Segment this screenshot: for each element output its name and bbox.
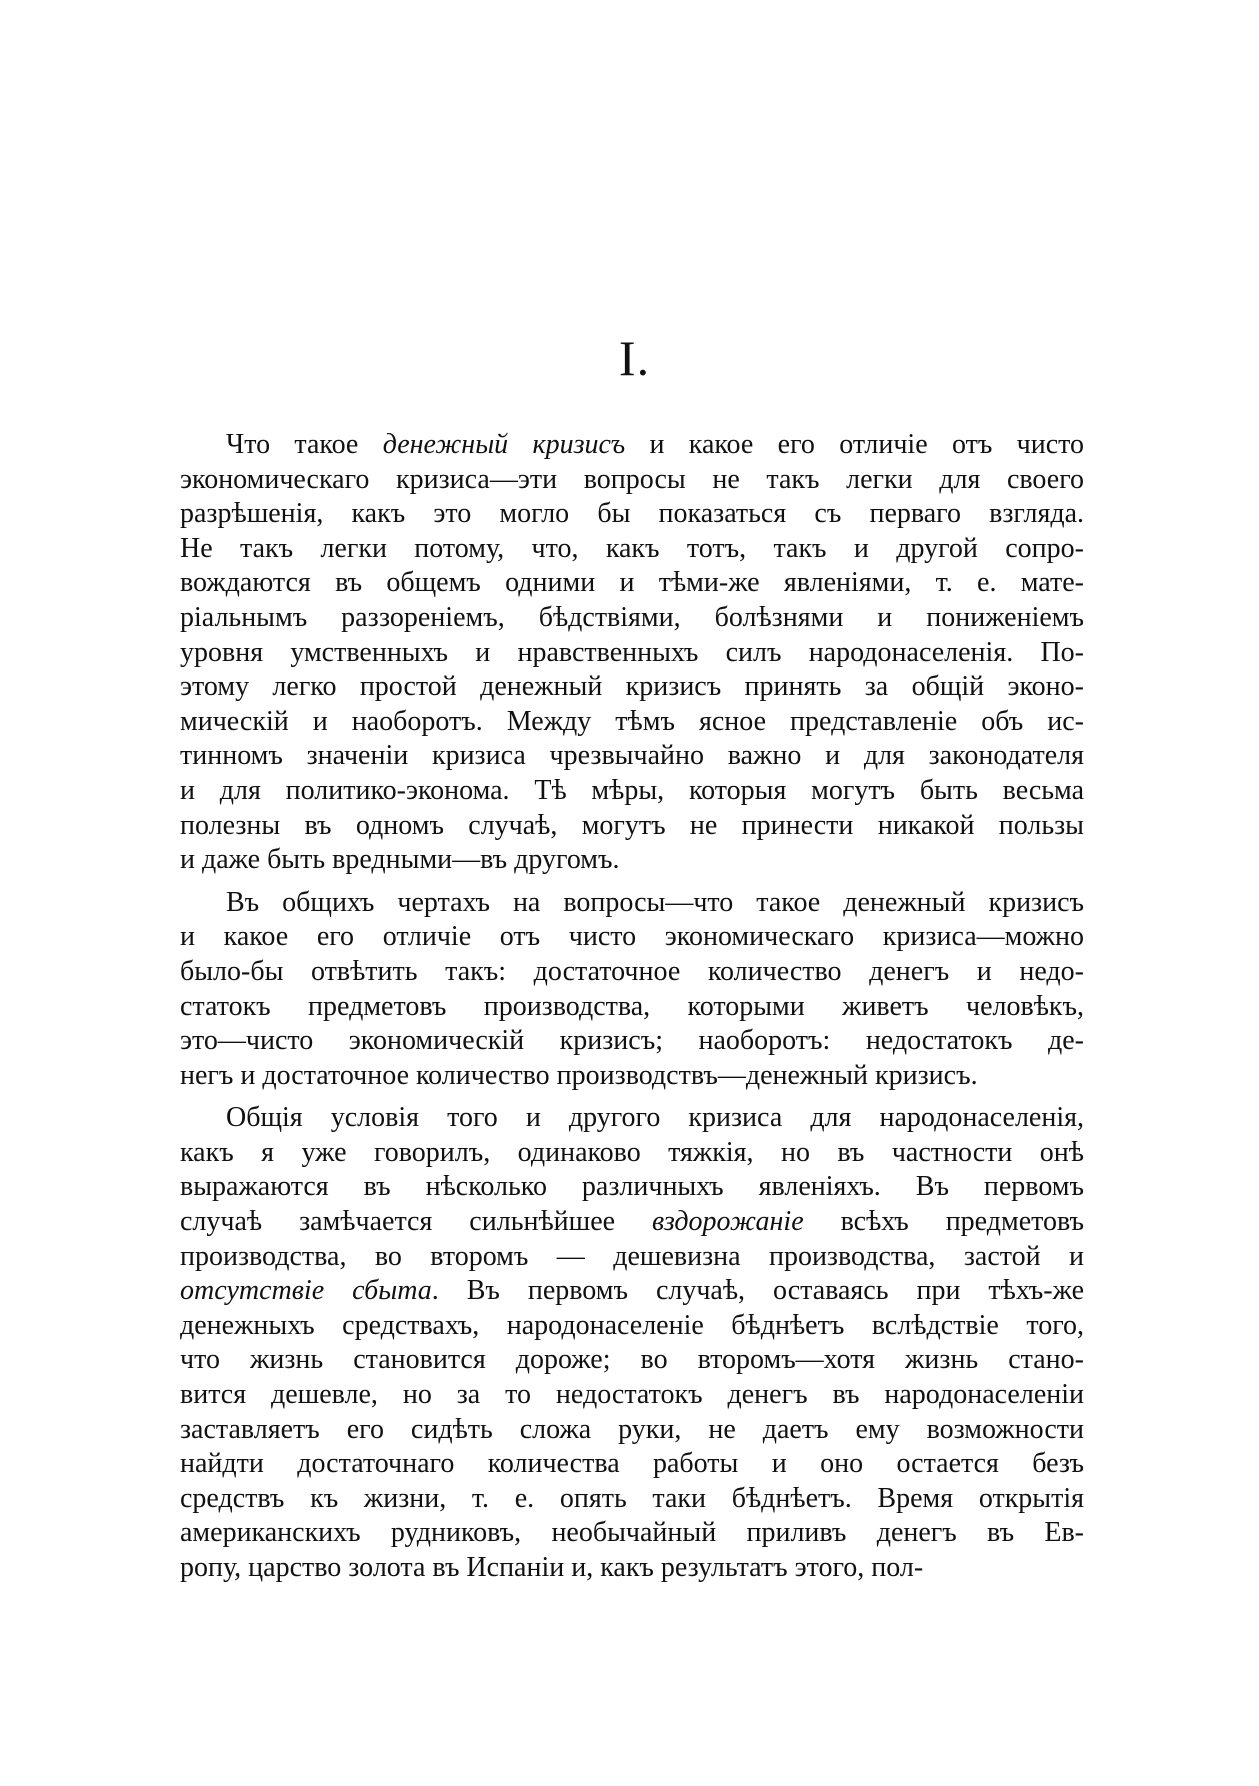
text-line [180,1101,1084,1136]
text-line [180,1059,1084,1094]
text-segment: найдти достаточнаго количества работы и оно остается безъ [180,1448,1084,1480]
text-segment: и даже быть вредными—въ другомъ. [180,844,620,876]
text-line [180,990,1084,1025]
text-segment: статокъ предметовъ производства, которыми живетъ человѣкъ, [180,990,1084,1022]
text-segment: вождаются въ общемъ одними и тѣми-же явленіями, т. е. мате- [180,567,1084,599]
text-segment: вится дешевле, но за то недостатокъ денегъ въ народонаселеніи [180,1379,1084,1411]
text-segment: и для политико-эконома. Тѣ мѣры, которыя могутъ быть весьма [180,774,1084,806]
text-line [180,1205,1084,1240]
text-line [180,1136,1084,1171]
text-segment: это—чисто экономическій кризисъ; наоборотъ: недостатокъ де- [180,1025,1084,1057]
text-segment: американскихъ рудниковъ, необычайный приливъ денегъ въ Ев- [180,1517,1084,1549]
text-segment: негъ и достаточное количество производствъ—денежный кризисъ. [180,1059,978,1091]
text-line [180,428,1084,463]
text-segment: разрѣшенія, какъ это могло бы показаться съ перваго взгляда. [180,498,1084,530]
text-line [180,670,1084,705]
text-line [180,636,1084,671]
text-line [180,1551,1084,1586]
chapter-heading: I. [618,330,651,386]
text-segment: экономическаго кризиса—эти вопросы не такъ легки для своего [180,463,1084,495]
text-segment: Общія условія того и другого кризиса для народонаселенія, [226,1102,1084,1134]
body-text [180,428,1084,1594]
text-line [180,463,1084,498]
paragraph [180,886,1084,1094]
text-line [180,1413,1084,1448]
text-segment: ропу, царство золота въ Испаніи и, какъ результатъ этого, пол- [180,1552,924,1583]
text-segment: Не такъ легки потому, что, какъ тотъ, такъ и другой сопро- [180,532,1084,564]
text-segment: выражаются въ нѣсколько различныхъ явленіяхъ. Въ первомъ [180,1171,1084,1203]
text-line [180,566,1084,601]
emphasized-text: вздорожаніе [652,1206,804,1238]
text-line [180,920,1084,955]
paragraph [180,428,1084,878]
text-segment: ріальнымъ раззореніемъ, бѣдствіями, болѣзнями и пониженіемъ [180,601,1084,633]
text-segment: средствъ къ жизни, т. е. опять таки бѣднѣетъ. Время открытія [180,1482,1084,1514]
text-segment: заставляетъ его сидѣть сложа руки, не даетъ ему возможности [180,1413,1084,1445]
text-line [180,1447,1084,1482]
text-line [180,774,1084,809]
text-segment: случаѣ замѣчается сильнѣйшее [180,1206,653,1238]
paragraph [180,1101,1084,1585]
text-segment: Что такое [226,429,383,460]
text-line [180,1516,1084,1551]
text-line [180,1240,1084,1275]
text-segment: полезны въ одномъ случаѣ, могутъ не принести никакой пользы [180,809,1084,841]
emphasized-text: отсутствіе сбыта [180,1275,432,1307]
text-segment: мическій и наоборотъ. Между тѣмъ ясное представленіе объ ис- [180,705,1084,737]
text-line [180,1274,1084,1309]
text-line [180,739,1084,774]
text-line [180,1378,1084,1413]
text-segment: и какое его отличіе отъ чисто экономическаго кризиса—можно [180,921,1084,953]
text-segment: что жизнь становится дороже; во второмъ—хотя жизнь стано- [180,1344,1084,1376]
text-line [180,1482,1084,1517]
text-segment: тинномъ значеніи кризиса чрезвычайно важно и для законодателя [180,740,1084,772]
text-line [180,886,1084,921]
text-segment: денежныхъ средствахъ, народонаселеніе бѣднѣетъ вслѣдствіе того, [180,1309,1084,1341]
text-segment: . Въ первомъ случаѣ, оставаясь при тѣхъ-же [431,1275,1084,1307]
text-line [180,497,1084,532]
emphasized-text: денежный кризисъ [382,429,626,460]
text-line [180,1024,1084,1059]
text-segment: уровня умственныхъ и нравственныхъ силъ народонаселенія. По- [180,636,1084,668]
text-segment: всѣхъ предметовъ [803,1206,1085,1238]
text-segment: какъ я уже говорилъ, одинаково тяжкія, но въ частности онѣ [180,1136,1084,1168]
text-line [180,843,1084,878]
text-line [180,1343,1084,1378]
text-line [180,955,1084,990]
text-segment: производства, во второмъ — дешевизна производства, застой и [180,1240,1084,1272]
text-segment: Въ общихъ чертахъ на вопросы—что такое денежный кризисъ [226,886,1084,918]
text-line [180,705,1084,740]
text-line [180,1309,1084,1344]
text-line [180,809,1084,844]
text-segment: было-бы отвѣтить такъ: достаточное количество денегъ и недо- [180,955,1084,987]
text-segment: и какое его отличіе отъ чисто [625,429,1084,460]
text-line [180,1170,1084,1205]
text-line [180,532,1084,567]
text-line [180,601,1084,636]
text-segment: этому легко простой денежный кризисъ принять за общій эконо- [180,671,1084,703]
